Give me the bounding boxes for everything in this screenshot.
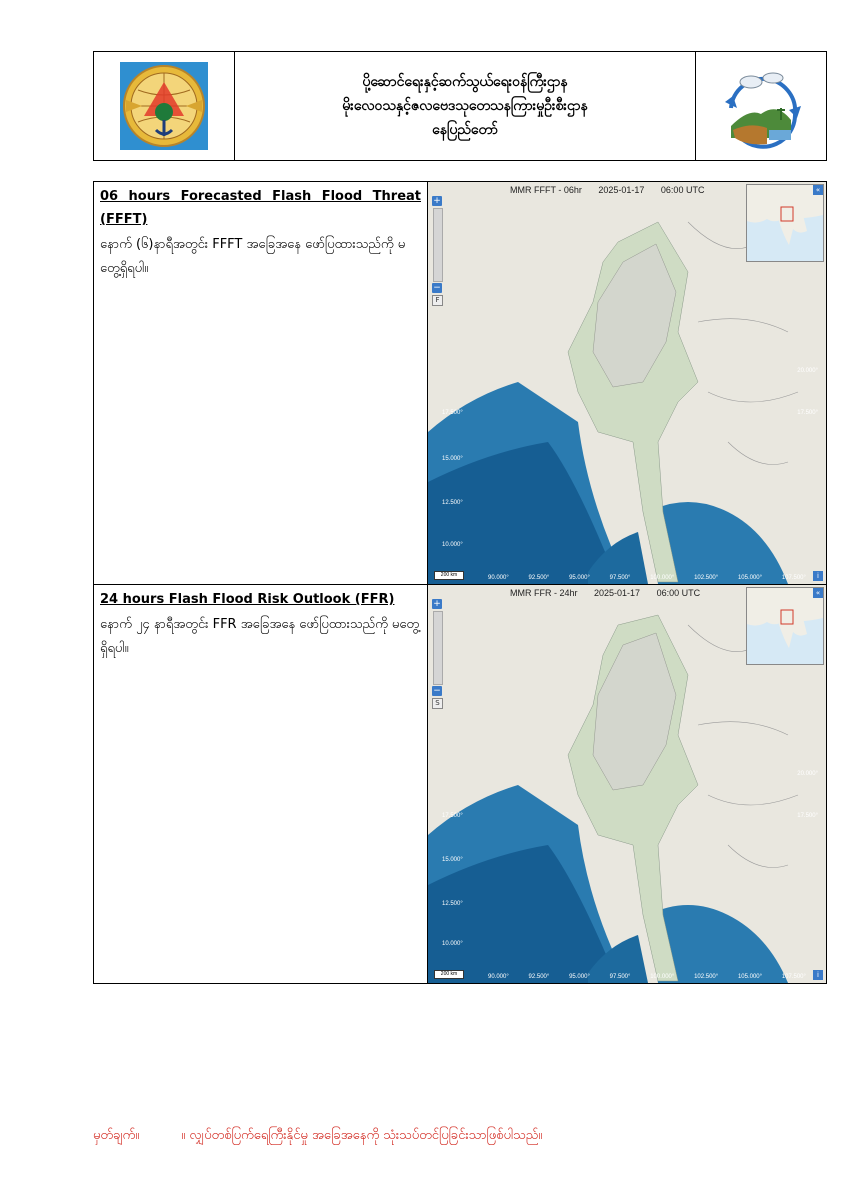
ffft-time-label: 06:00 UTC — [660, 185, 705, 195]
lon-label: 95.000° — [569, 974, 590, 980]
ffr-date-label: 2025-01-17 — [594, 588, 641, 598]
map-info-button[interactable]: i — [813, 970, 823, 980]
header-right-logo-cell — [695, 52, 826, 160]
zoom-slider[interactable] — [433, 208, 443, 282]
zoom-slider[interactable] — [433, 611, 443, 685]
dmh-emblem-icon — [118, 60, 210, 152]
ffr-time-label: 06:00 UTC — [656, 588, 701, 598]
ffr-product-label: MMR FFR - 24hr — [510, 588, 578, 598]
lon-labels — [488, 575, 806, 581]
footer-note — [93, 1127, 542, 1146]
ffft-row — [94, 182, 826, 585]
inset-toggle-button[interactable]: « — [813, 588, 823, 598]
document-header — [93, 51, 827, 161]
forecast-table — [93, 181, 827, 984]
overview-map-graphic — [747, 185, 823, 261]
zoom-level-box[interactable]: S — [432, 698, 443, 709]
lat-label-right: 20.000° — [797, 368, 818, 374]
lon-label: 97.500° — [609, 575, 631, 581]
lat-label: 10.000° — [442, 941, 463, 947]
scale-bar: 200 km — [434, 571, 464, 580]
lat-label: 17.500° — [442, 410, 463, 416]
lon-label: 102.500° — [694, 575, 719, 581]
zoom-out-button[interactable]: − — [433, 283, 441, 293]
zoom-in-button[interactable]: + — [433, 196, 441, 206]
header-title-block — [235, 52, 695, 160]
lon-label: 105.000° — [737, 974, 763, 980]
lat-label: 12.500° — [442, 500, 463, 506]
lat-label-right: 17.500° — [797, 813, 818, 819]
lon-label: 97.500° — [609, 974, 631, 980]
lat-label-right: 17.500° — [797, 410, 818, 416]
ffft-description: နောက် (၆)နာရီအတွင်း FFFT အခြေအနေ ဖော်ပြထားသည်ကို မတွေ့ရှိရပါ။ — [100, 237, 406, 276]
zoom-out-button[interactable]: − — [433, 686, 441, 696]
ffr-description: နောက် ၂၄ နာရီအတွင်း FFR အခြေအနေ ဖော်ပြထားသည်ကို မတွေ့ရှိရပါ။ — [100, 617, 420, 656]
lon-label: 90.000° — [488, 974, 509, 980]
lat-label: 15.000° — [442, 456, 463, 462]
lat-label-right: 20.000° — [797, 771, 818, 777]
header-ministry-line: ပို့ဆောင်ရေးနှင့်ဆက်သွယ်ရေးဝန်ကြီးဌာန — [362, 74, 568, 90]
lon-label: 90.000° — [488, 575, 509, 581]
map-info-button[interactable]: i — [813, 571, 823, 581]
lon-label: 107.500° — [781, 575, 806, 581]
ffft-text-cell — [94, 182, 428, 584]
lon-label: 92.500° — [528, 974, 550, 980]
ffr-map[interactable] — [428, 585, 826, 983]
lat-label: 15.000° — [442, 857, 463, 863]
lon-label: 100.000° — [650, 974, 675, 980]
footer-label: မှတ်ချက်။ — [93, 1128, 140, 1143]
overview-inset-map[interactable] — [746, 587, 824, 665]
ffft-heading: 06 hours Forecasted Flash Flood Threat (FFFT) — [100, 189, 421, 227]
ffr-text-cell — [94, 585, 428, 983]
footer-text: ။ လျှပ်တစ်ပြက်ရေကြီးနိုင်မှု အခြေအနေကို သုံးသပ်တင်ပြခြင်းသာဖြစ်ပါသည်။ — [181, 1128, 543, 1143]
water-cycle-icon — [711, 58, 811, 154]
lat-label: 12.500° — [442, 901, 463, 907]
overview-map-graphic — [747, 588, 823, 664]
lat-label: 17.500° — [442, 813, 463, 819]
lon-label: 95.000° — [569, 575, 590, 581]
header-department-line: မိုးလေဝသနှင့်ဇလဗေဒသုတေသနကြားမှုဦးစီးဌာန — [342, 98, 588, 114]
zoom-level-box[interactable]: F — [432, 295, 443, 306]
lon-label: 100.000° — [650, 575, 675, 581]
ffft-date-label: 2025-01-17 — [598, 185, 645, 195]
header-left-logo-cell — [94, 52, 235, 160]
overview-inset-map[interactable] — [746, 184, 824, 262]
header-city-line: နေပြည်တော် — [432, 122, 498, 138]
inset-toggle-button[interactable]: « — [813, 185, 823, 195]
ffr-row — [94, 585, 826, 983]
zoom-in-button[interactable]: + — [433, 599, 441, 609]
ffft-map-title — [510, 185, 718, 195]
ffr-map-title — [510, 588, 714, 598]
ffft-map[interactable] — [428, 182, 826, 584]
ffft-product-label: MMR FFFT - 06hr — [510, 185, 582, 195]
scale-bar: 200 km — [434, 970, 464, 979]
lon-label: 107.500° — [781, 974, 806, 980]
lat-label: 10.000° — [442, 542, 463, 548]
lon-labels — [488, 974, 806, 980]
ffr-heading: 24 hours Flash Flood Risk Outlook (FFR) — [100, 592, 395, 607]
lon-label: 102.500° — [694, 974, 719, 980]
lon-label: 92.500° — [528, 575, 550, 581]
lon-label: 105.000° — [737, 575, 763, 581]
